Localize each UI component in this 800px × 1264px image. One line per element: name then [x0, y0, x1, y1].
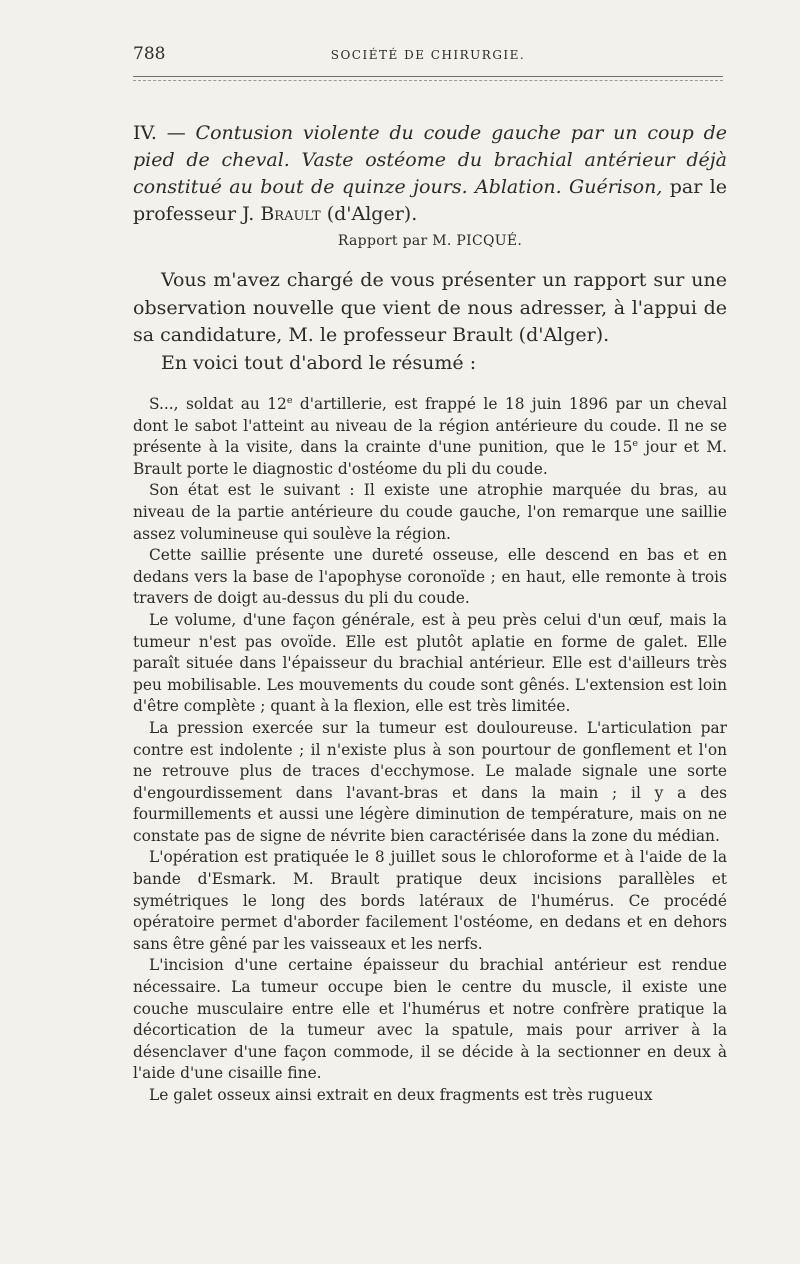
- report-by-line: Rapport par M. PICQUÉ.: [337, 233, 523, 249]
- article-title-italic: Contusion violente du coude gauche par un coup de pied de cheval. Vaste ostéome du brachial antérieur déjà constitué au bout de quinze jours. Ablation. Guérison,: [133, 122, 728, 198]
- author-initial: J.: [242, 203, 255, 225]
- article-title: [133, 120, 727, 228]
- intro-paragraph: Vous m'avez chargé de vous présenter un rapport sur une observation nouvelle que vient de nous adresser, à l'appui de sa candidature, M. le professeur Brault (d'Alger).: [133, 269, 727, 346]
- summary-paragraph: L'incision d'une certaine épaisseur du brachial antérieur est rendue nécessaire. La tumeur occupe bien le centre du muscle, il existe une couche musculaire entre elle et l'humérus et notre confrère pratique la décortication de la tumeur avec la spatule, mais pour arriver à la désenclaver d'une façon commode, il se décide à la sectionner en deux à l'aide d'une cisaille fine.: [133, 956, 727, 1083]
- page-number: 788: [133, 44, 166, 64]
- header-rule: [133, 76, 723, 77]
- page-header: [133, 42, 723, 72]
- summary-section: [133, 394, 727, 1107]
- article-by: par le professeur: [133, 176, 727, 225]
- summary-text: d'artillerie, est frappé le 18 juin 1896 par un cheval dont le sabot l'atteint au niveau de la région antérieure du coude. Il ne se présente à la visite, dans la crainte d'une punition, que le 15: [133, 395, 727, 457]
- summary-paragraph: [133, 394, 727, 480]
- summary-paragraph: Le galet osseux ainsi extrait en deux fragments est très rugueux: [149, 1086, 653, 1104]
- header-rule-dashed: [133, 80, 723, 81]
- author-place: (d'Alger).: [326, 203, 418, 225]
- intro-section: [133, 267, 727, 377]
- superscript: e: [286, 394, 293, 406]
- summary-paragraph: L'opération est pratiquée le 8 juillet sous le chloroforme et à l'aide de la bande d'Esmark. M. Brault pratique deux incisions parallèles et symétriques le long des bords latéraux de l'humérus. Ce procédé opératoire permet d'aborder facilement l'ostéome, en dedans et en dehors sans être gêné par les vaisseaux et les nerfs.: [133, 848, 727, 953]
- summary-paragraph: La pression exercée sur la tumeur est douloureuse. L'articulation par contre est indolente ; il n'existe plus à son pourtour de gonflement et l'on ne retrouve plus de traces d'ecchymose. Le malade signale une sorte d'engourdissement dans l'avant-bras et dans la main ; il y a des fourmillements et aussi une légère diminution de température, mais on ne constate pas de signe de névrite bien caractérisée dans la zone du médian.: [133, 718, 727, 845]
- summary-text: jour et M. Brault porte le diagnostic d'ostéome du pli du coude.: [133, 438, 727, 478]
- summary-paragraph: Cette saillie présente une dureté osseuse, elle descend en bas et en dedans vers la base de l'apophyse coronoïde ; en haut, elle remonte à trois travers de doigt au-dessus du pli du coude.: [133, 546, 727, 608]
- superscript: e: [632, 438, 639, 450]
- intro-paragraph: En voici tout d'abord le résumé :: [161, 351, 477, 374]
- author-name: Brault: [260, 203, 321, 225]
- summary-text: S..., soldat au 12: [149, 395, 287, 413]
- summary-paragraph: Son état est le suivant : Il existe une atrophie marquée du bras, au niveau de la partie antérieure du coude gauche, l'on remarque une saillie assez volumineuse qui soulève la région.: [133, 481, 727, 543]
- article-number: IV. —: [133, 122, 186, 144]
- running-title: SOCIÉTÉ DE CHIRURGIE.: [330, 48, 526, 62]
- summary-paragraph: Le volume, d'une façon générale, est à peu près celui d'un œuf, mais la tumeur n'est pas ovoïde. Elle est plutôt aplatie en forme de galet. Elle paraît située dans l'épaisseur du brachial antérieur. Elle est d'ailleurs très peu mobilisable. Les mouvements du coude sont gênés. L'extension est loin d'être complète ; quant à la flexion, elle est très limitée.: [133, 610, 727, 716]
